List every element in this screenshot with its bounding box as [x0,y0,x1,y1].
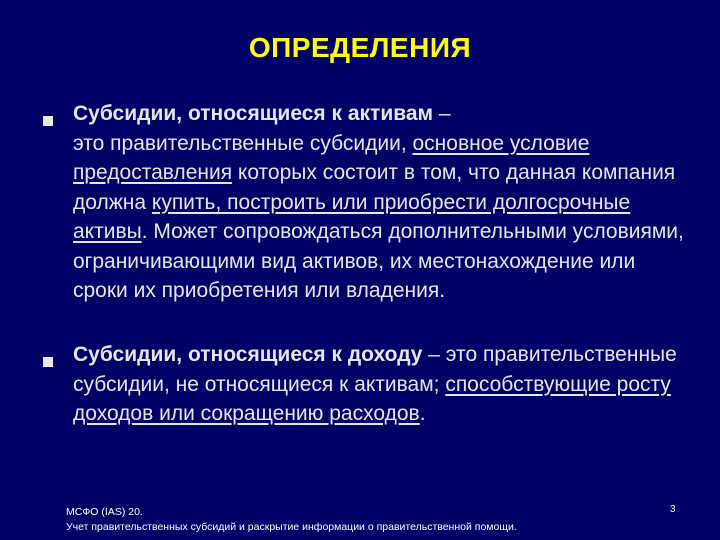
bullet-marker-2 [43,357,53,367]
bullet-text-assets [73,99,693,306]
footer-reference [66,505,517,535]
footer-line-2: Учет правительственных субсидий и раскрытие информации о правительственной помощи. [66,521,517,533]
underlined-phrase: купить, построить или приобрести долгосрочные активы [73,190,631,243]
bullet-marker-1 [43,116,53,126]
text-segment: которых состоит в том, что данная компания должна [73,161,676,214]
footer-line-1: МСФО (IAS) 20. [66,506,143,518]
text-segment: . [419,402,426,425]
bullet-text-income [73,340,693,429]
underlined-phrase: способствующие росту доходов или сокращению расходов [73,372,671,425]
text-segment: – это правительственные субсидии, не относящиеся к активам; [73,343,677,396]
term-income-grants: Субсидии, относящиеся к доходу [73,343,423,366]
slide-title: ОПРЕДЕЛЕНИЯ [248,32,472,63]
page-number: 3 [670,504,676,515]
underlined-phrase: основное условие предоставления [73,131,590,184]
text-segment: . Может сопровождаться дополнительными условиями, ограничивающими вид активов, их местонахождение или сроки их приобретения или владения. [73,220,684,302]
term-asset-grants: Субсидии, относящиеся к активам [73,102,434,125]
text-segment: это правительственные субсидии, [73,131,413,155]
text-segment: – [433,102,451,125]
